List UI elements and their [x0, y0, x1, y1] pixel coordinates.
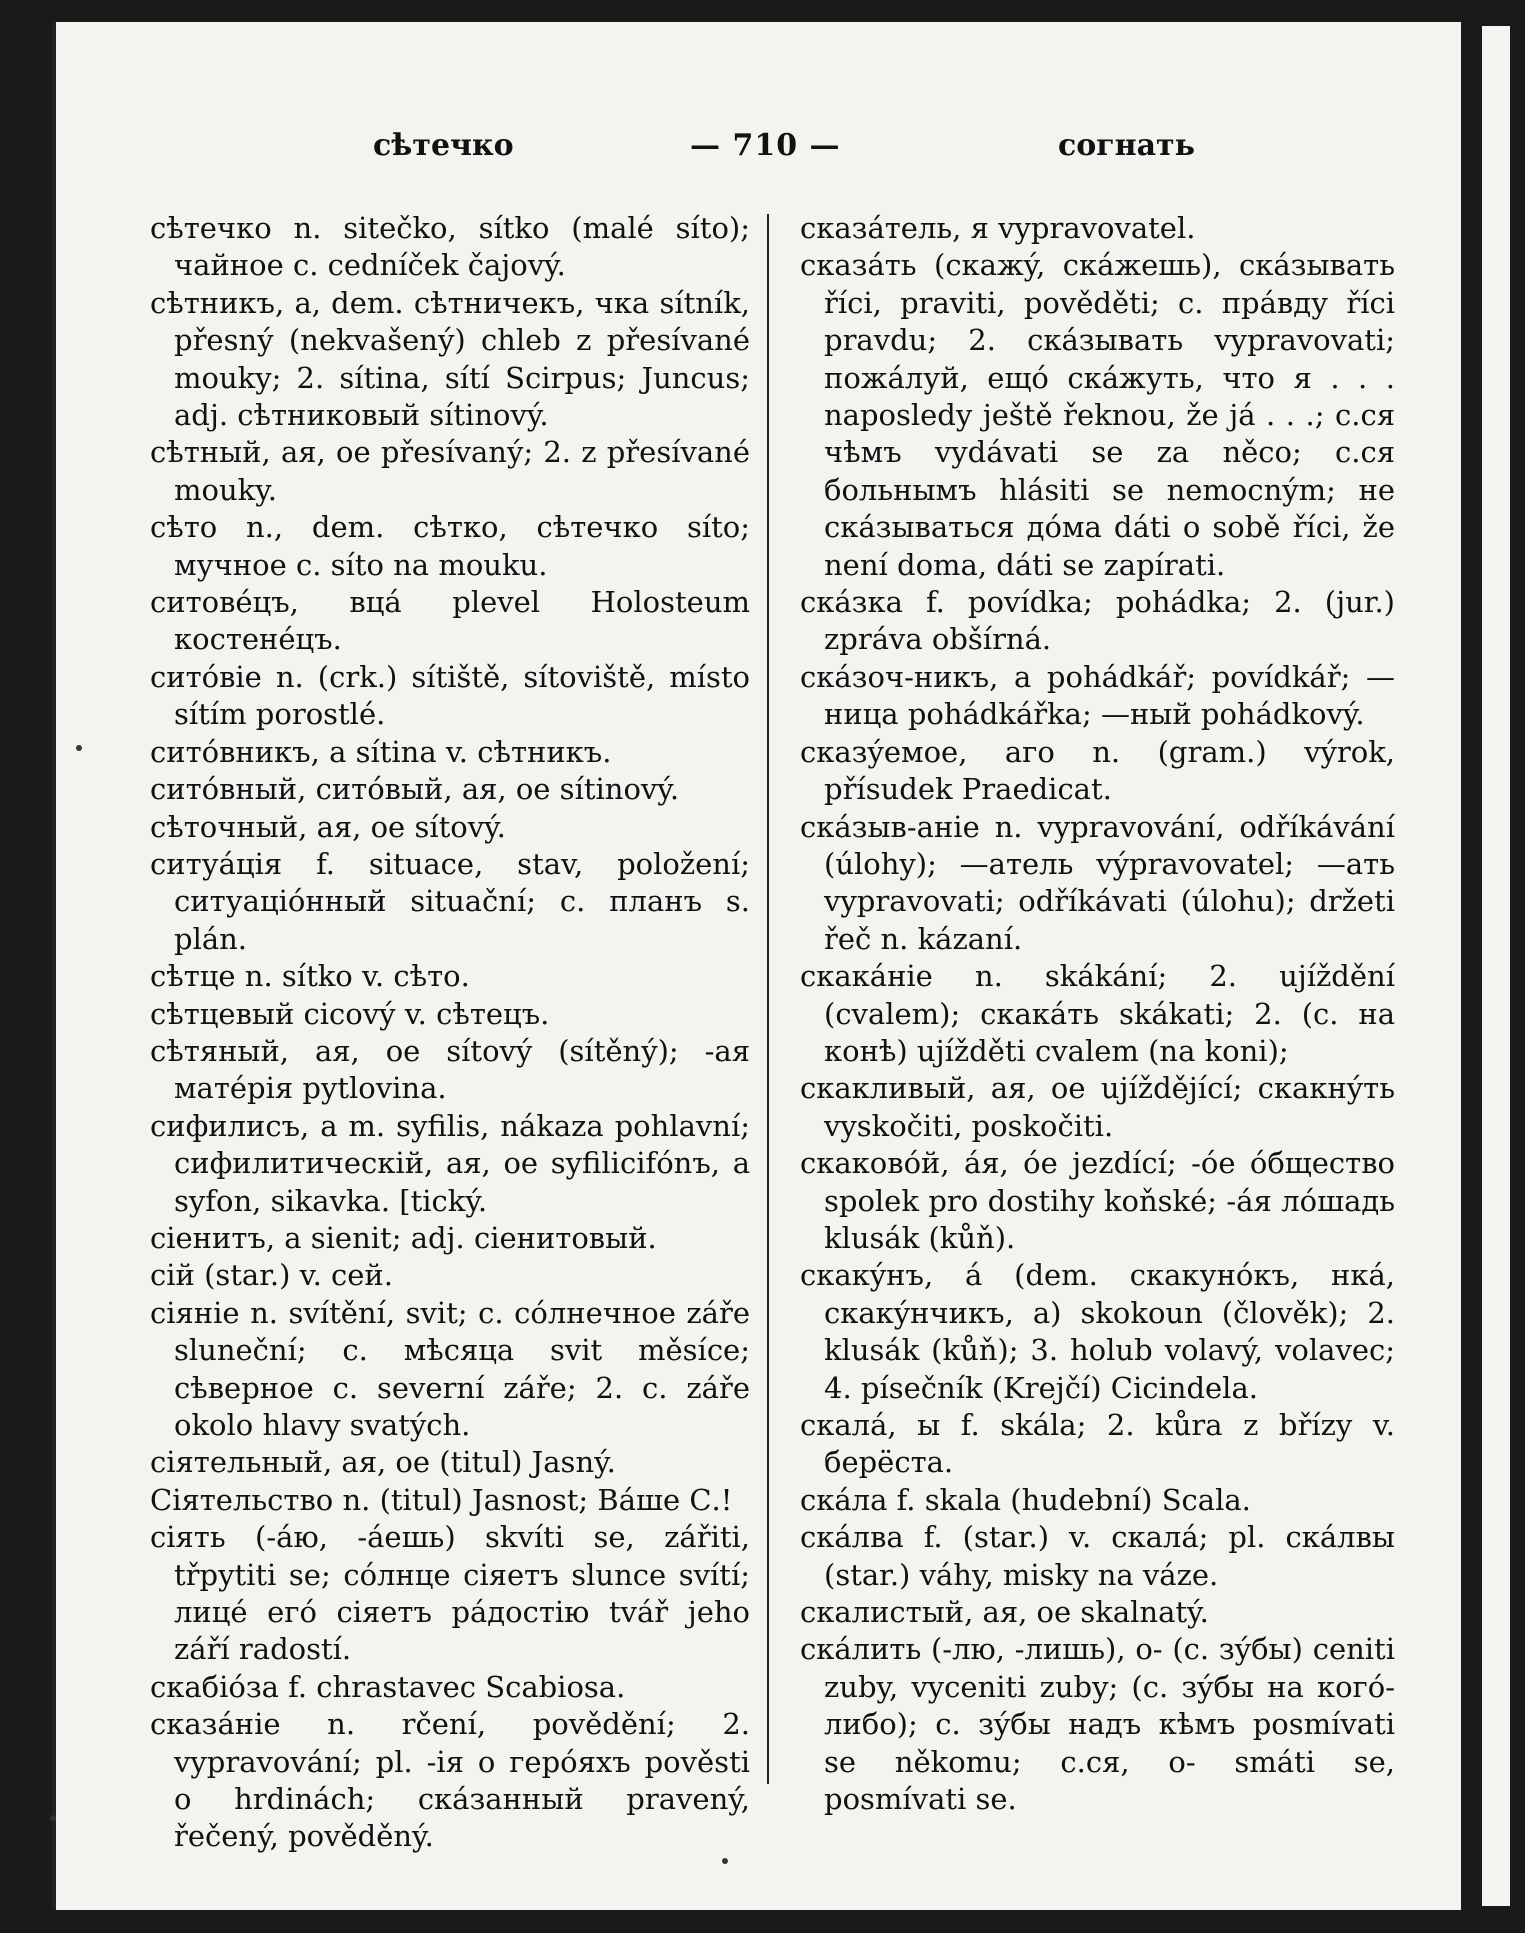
dictionary-entry: ситóвникъ, a sítina v. сѣтникъ. — [150, 734, 612, 769]
dictionary-entry: сѣтный, ая, ое přesívaný; 2. z přesívané mouky. — [150, 435, 750, 507]
dictionary-entry: скалистый, ая, ое skalnatý. — [800, 1595, 1209, 1630]
dictionary-entry: сіяніе n. svítění, svit; с. сóлнечное záře sluneční; с. мѣсяца svit měsíce; сѣверное с. severní záře; 2. с. záře okolo hlavy svatých. — [150, 1295, 750, 1442]
dictionary-entry: сѣтникъ, a, dem. сѣтничекъ, чка sítník, přesný (nekvašený) chleb z přesívané mouky; 2. sítina, sítí Scirpus; Juncus; adj. сѣтниковый sítinový. — [150, 285, 750, 433]
dictionary-entry: ситóвіе n. (crk.) sítiště, sítoviště, místo sítím porostlé. — [150, 659, 750, 732]
next-page-edge — [1482, 26, 1510, 1906]
dictionary-entry: скаковóй, áя, óе jezdící; -óе óбщество spolek pro dostihy koňské; -áя лóшадь klusák (kůň). — [800, 1146, 1395, 1255]
left-column — [150, 210, 750, 1856]
dictionary-entry: ситовéцъ, вцá plevel Holosteum костенéцъ. — [150, 585, 750, 657]
dictionary-entry: сіятельный, ая, ое (titul) Jasný. — [150, 1445, 616, 1480]
column-divider — [767, 214, 769, 1784]
print-speck — [76, 745, 82, 751]
page-number: — 710 — — [690, 128, 841, 163]
print-speck — [722, 1858, 728, 1864]
dictionary-entry: скакýнъ, á (dem. скакунóкъ, нкá, скакýнчикъ, a) skokoun (člověk); 2. klusák (kůň); 3. holub volavý, volavec; 4. písečník (Krejčí) Cicindela. — [800, 1258, 1395, 1405]
running-head-left: сѣтечко — [373, 128, 514, 163]
dictionary-entry: сѣтцевый cicový v. сѣтецъ. — [150, 996, 550, 1031]
dictionary-entry: ситуáція f. situace, stav, položení; ситуаціóнный situační; с. планъ s. plán. — [150, 846, 750, 956]
dictionary-entry: скакáніе n. skákání; 2. ujíždění (cvalem); скакáть skákati; 2. (с. на конѣ) ujížděti cvalem (na koni); — [800, 959, 1395, 1068]
dictionary-entry: сѣточный, ая, ое sítový. — [150, 809, 506, 844]
dictionary-entry: ситóвный, ситóвый, ая, ое sítinový. — [150, 772, 680, 807]
dictionary-entry: сифилисъ, a m. syfilis, nákaza pohlavní; сифилитическій, ая, ое syfilicifónъ, a syfon, sikavka. [tický. — [150, 1108, 750, 1218]
dictionary-entry: скабіóза f. chrastavec Scabiosa. — [150, 1669, 626, 1704]
dictionary-entry: сказáть (скажý, скáжешь), скáзывать říci, praviti, pověděti; с. прáвду říci pravdu; 2. скáзывать vypravovati; пожáлуй, ещó скáжуть, что я . . . naposledy ještě řeknou, že já . . .; с.ся чѣмъ vydávati se za něco; с.ся больнымъ hlásiti se nemocným; не скáзываться дóма dáti o sobě říci, že není doma, dáti se zapírati. — [800, 248, 1395, 582]
dictionary-entry: сѣтечко n. sitečko, sítko (malé síto); чайное с. cedníček čajový. — [150, 211, 750, 283]
dictionary-entry: скáзыв-аніе n. vypravování, odříkávání (úlohy); —атель výpravovatel; —ать vypravovati; odříkávati (úlohu); držeti řeč n. kázaní. — [800, 809, 1395, 956]
dictionary-entry: сѣто n., dem. сѣтко, сѣтечко síto; мучное с. síto na mouku. — [150, 510, 750, 582]
dictionary-entry: скáлва f. (star.) v. скалá; pl. скáлвы (star.) váhy, misky na váze. — [800, 1520, 1395, 1592]
dictionary-entry: скакливый, ая, ое ujíždějící; скакнýть vyskočiti, poskočiti. — [800, 1071, 1395, 1143]
dictionary-entry: сказáніе n. rčení, povědění; 2. vypravování; pl. -ія о герóяхъ pověsti o hrdinách; скáзанный pravený, řečený, pověděný. — [150, 1707, 750, 1854]
dictionary-entry: сказáтель, я vypravovatel. — [800, 211, 1196, 245]
dictionary-entry: сказýемое, aго n. (gram.) výrok, přísudek Praedicat. — [800, 734, 1395, 807]
dictionary-entry: скалá, ы f. skála; 2. kůra z břízy v. берёста. — [800, 1408, 1395, 1480]
dictionary-entry: скáлить (-лю, -лишь), о- (с. зýбы) ceniti zuby, vyceniti zuby; (с. зýбы на когó-либо); с. зýбы надъ кѣмъ posmívati se někomu; с.ся, о- smáti se, posmívati se. — [800, 1632, 1395, 1817]
dictionary-entry: сѣтце n. sítko v. сѣто. — [150, 959, 470, 994]
dictionary-entry: сѣтяный, ая, ое sítový (sítěný); -ая матéрія pytlovina. — [150, 1033, 750, 1106]
dictionary-entry: скáзка f. povídka; pohádka; 2. (jur.) zpráva obšírná. — [800, 585, 1395, 657]
print-speck — [50, 1815, 56, 1821]
dictionary-entry: скáзоч-никъ, a pohádkář; povídkář; —ница pohádkářka; —ный pohádkový. — [800, 659, 1395, 732]
right-column — [800, 210, 1395, 1818]
dictionary-entry: скáла f. skala (hudební) Scala. — [800, 1482, 1251, 1517]
dictionary-entry: Сіятельство n. (titul) Jasnost; Вáше С.! — [150, 1482, 733, 1517]
dictionary-entry: сій (star.) v. сей. — [150, 1258, 393, 1293]
dictionary-entry: сіенитъ, a sienit; adj. сіенитовый. — [150, 1220, 657, 1255]
dictionary-entry: сіять (-áю, -áешь) skvíti se, zářiti, třpytiti se; сóлнце сіяетъ slunce svítí; лицé егó сіяетъ рáдостію tvář jeho září radostí. — [150, 1520, 750, 1667]
running-head-right: согнать — [1058, 128, 1196, 163]
